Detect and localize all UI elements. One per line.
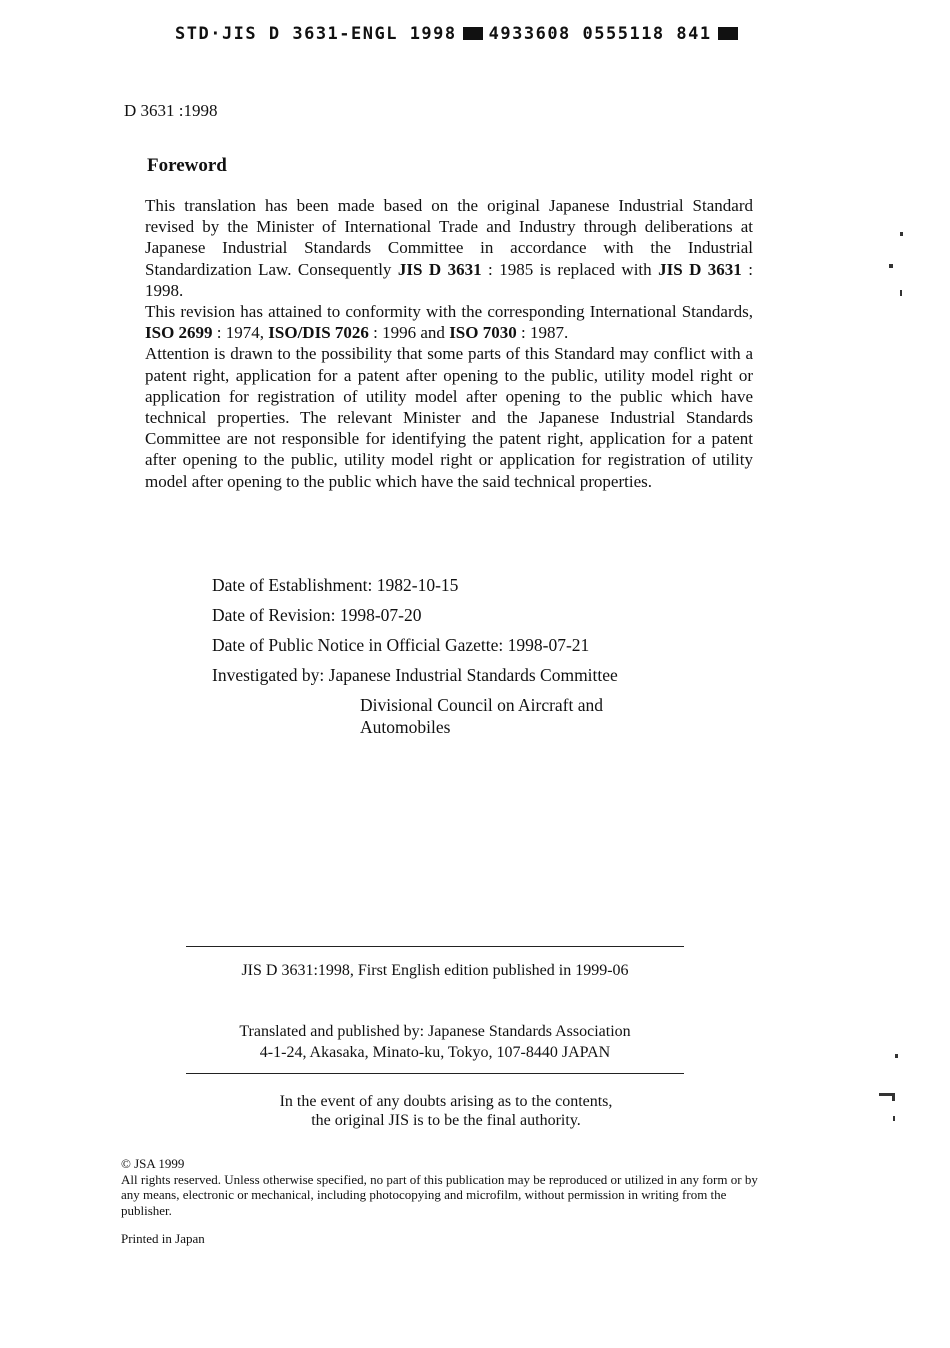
scan-speck [895,1054,898,1058]
foreword-paragraph-2 [145,301,753,343]
publisher-line-1: Translated and published by: Japanese Standards Association [239,1023,631,1040]
header-code-part2: 4933608 0555118 841 [488,24,712,44]
text-run: : 1974, [212,323,269,343]
authority-line-2: the original JIS is to be the final authority. [311,1112,581,1129]
copyright-block [121,1156,771,1218]
authority-line-1: In the event of any doubts arising as to the contents, [279,1093,613,1110]
block-mark-end [718,27,738,40]
foreword-paragraph-1 [145,195,753,301]
committee-continuation: Divisional Council on Aircraft and Automobiles [360,695,604,737]
foreword-title: Foreword [147,155,227,176]
date-of-public-notice: Date of Public Notice in Official Gazette: 1998-07-21 [212,635,590,655]
divider-bottom [186,1073,684,1074]
page-header-code [175,24,744,44]
edition-note: JIS D 3631:1998, First English edition published in 1999-06 [241,962,629,979]
publisher-block [186,1021,684,1063]
header-code-part1: STD·JIS D 3631-ENGL 1998 [175,24,457,44]
scan-speck [889,264,893,268]
std-ref: ISO 2699 [145,323,213,343]
std-ref: ISO 7030 [449,323,517,343]
std-ref: JIS D 3631 [397,259,482,279]
block-mark [463,27,483,40]
scan-speck [892,1093,895,1101]
authority-note [186,1092,706,1130]
scan-speck [900,290,902,296]
std-ref: ISO/DIS 7026 [268,323,369,343]
publisher-line-2: 4-1-24, Akasaka, Minato-ku, Tokyo, 107-8440 JAPAN [259,1044,611,1061]
scan-speck [879,1093,893,1096]
scan-speck [893,1116,895,1121]
text-run: This revision has attained to conformity with the corresponding International Standards, [145,302,753,322]
scan-speck [900,232,903,236]
text-run: : 1996 and [368,323,450,343]
rights-statement: All rights reserved. Unless otherwise specified, no part of this publication may be reproduced or utilized in any form or by any means, electronic or mechanical, including photocopying and microfilm, without permission in writing from the publisher. [121,1171,758,1218]
date-of-establishment: Date of Establishment: 1982-10-15 [212,575,459,595]
text-run: This translation has been made based on the original Japanese Industrial Standard revised by the Minister of International Trade and Industry through deliberations at Japanese Industrial Standards Committee in accordance with the Industrial Standardization Law. Consequently [145,196,753,279]
divider-top [186,946,684,947]
text-run: : 1998. [145,259,753,300]
text-run: : 1985 is replaced with [481,259,659,279]
text-run: : 1987. [516,323,569,343]
foreword-body [145,195,753,492]
date-of-revision: Date of Revision: 1998-07-20 [212,605,422,625]
printed-in: Printed in Japan [121,1231,205,1246]
foreword-paragraph-3: Attention is drawn to the possibility that some parts of this Standard may conflict with a patent right, application for a patent after opening to the public, utility model right or application for registration of utility model after opening to the public which have technical properties. The relevant Minister and the Japanese Industrial Standards Committee are not responsible for identifying the patent right, application for a patent after opening to the public, utility model right or application for registration of utility model after opening to the public which have the said technical properties. [145,344,753,491]
copyright-line: © JSA 1999 [121,1156,185,1171]
investigated-by: Investigated by: Japanese Industrial Standards Committee [212,665,618,685]
std-ref: JIS D 3631 [658,259,742,279]
document-number: D 3631 :1998 [124,101,218,120]
